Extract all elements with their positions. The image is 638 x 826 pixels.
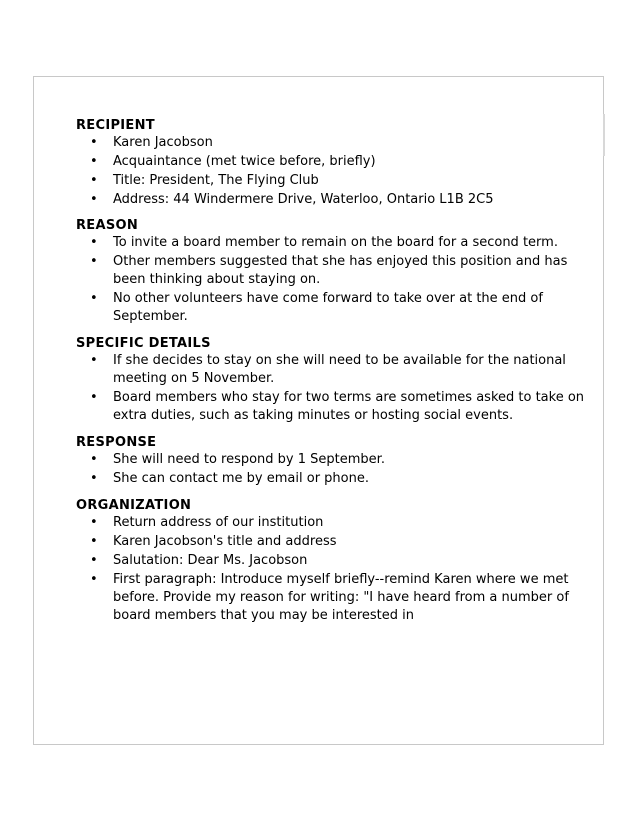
bullet-icon: • bbox=[90, 390, 98, 405]
list-item-text: Board members who stay for two terms are sometimes asked to take on extra duties, such as taking minutes or hosting social events. bbox=[113, 390, 585, 423]
list-item bbox=[76, 290, 586, 326]
bullet-icon: • bbox=[90, 154, 98, 169]
list-item bbox=[76, 253, 586, 289]
heading-specific-details: SPECIFIC DETAILS bbox=[76, 336, 211, 351]
bullet-icon: • bbox=[90, 534, 98, 549]
heading-reason: REASON bbox=[76, 218, 139, 233]
bullet-icon: • bbox=[90, 471, 98, 486]
recipient-list bbox=[76, 134, 586, 209]
organization-list bbox=[76, 514, 586, 625]
list-item-text: First paragraph: Introduce myself briefly--remind Karen where we met before. Provide my reason for writing: "I have heard from a number of board members that you may be interested in bbox=[113, 572, 569, 623]
list-item-text: She will need to respond by 1 September. bbox=[113, 452, 385, 467]
bullet-icon: • bbox=[90, 353, 98, 368]
list-item bbox=[76, 191, 586, 209]
list-item-text: To invite a board member to remain on the board for a second term. bbox=[113, 235, 558, 250]
bullet-icon: • bbox=[90, 515, 98, 530]
page-edge-divider bbox=[603, 114, 605, 156]
list-item bbox=[76, 552, 586, 570]
bullet-icon: • bbox=[90, 192, 98, 207]
document-page bbox=[33, 76, 604, 745]
list-item-text: Other members suggested that she has enjoyed this position and has been thinking about staying on. bbox=[113, 254, 568, 287]
bullet-icon: • bbox=[90, 553, 98, 568]
list-item-text: Title: President, The Flying Club bbox=[113, 173, 319, 188]
bullet-icon: • bbox=[90, 572, 98, 587]
list-item bbox=[76, 514, 586, 532]
document-content bbox=[76, 117, 586, 626]
list-item-text: Acquaintance (met twice before, briefly) bbox=[113, 154, 376, 169]
list-item bbox=[76, 134, 586, 152]
bullet-icon: • bbox=[90, 235, 98, 250]
list-item bbox=[76, 571, 586, 625]
list-item bbox=[76, 234, 586, 252]
list-item bbox=[76, 153, 586, 171]
heading-organization: ORGANIZATION bbox=[76, 498, 192, 513]
list-item-text: Address: 44 Windermere Drive, Waterloo, Ontario L1B 2C5 bbox=[113, 192, 494, 207]
list-item-text: Return address of our institution bbox=[113, 515, 324, 530]
list-item bbox=[76, 451, 586, 469]
list-item-text: Karen Jacobson's title and address bbox=[113, 534, 337, 549]
list-item-text: No other volunteers have come forward to take over at the end of September. bbox=[113, 291, 543, 324]
bullet-icon: • bbox=[90, 452, 98, 467]
specific-details-list bbox=[76, 352, 586, 425]
response-list bbox=[76, 451, 586, 488]
bullet-icon: • bbox=[90, 291, 98, 306]
list-item bbox=[76, 172, 586, 190]
list-item bbox=[76, 470, 586, 488]
reason-list bbox=[76, 234, 586, 326]
bullet-icon: • bbox=[90, 254, 98, 269]
list-item-text: Karen Jacobson bbox=[113, 135, 213, 150]
bullet-icon: • bbox=[90, 135, 98, 150]
list-item bbox=[76, 352, 586, 388]
list-item bbox=[76, 389, 586, 425]
list-item bbox=[76, 533, 586, 551]
list-item-text: If she decides to stay on she will need to be available for the national meeting on 5 November. bbox=[113, 353, 566, 386]
heading-recipient: RECIPIENT bbox=[76, 118, 155, 133]
list-item-text: Salutation: Dear Ms. Jacobson bbox=[113, 553, 308, 568]
bullet-icon: • bbox=[90, 173, 98, 188]
heading-response: RESPONSE bbox=[76, 435, 157, 450]
list-item-text: She can contact me by email or phone. bbox=[113, 471, 369, 486]
